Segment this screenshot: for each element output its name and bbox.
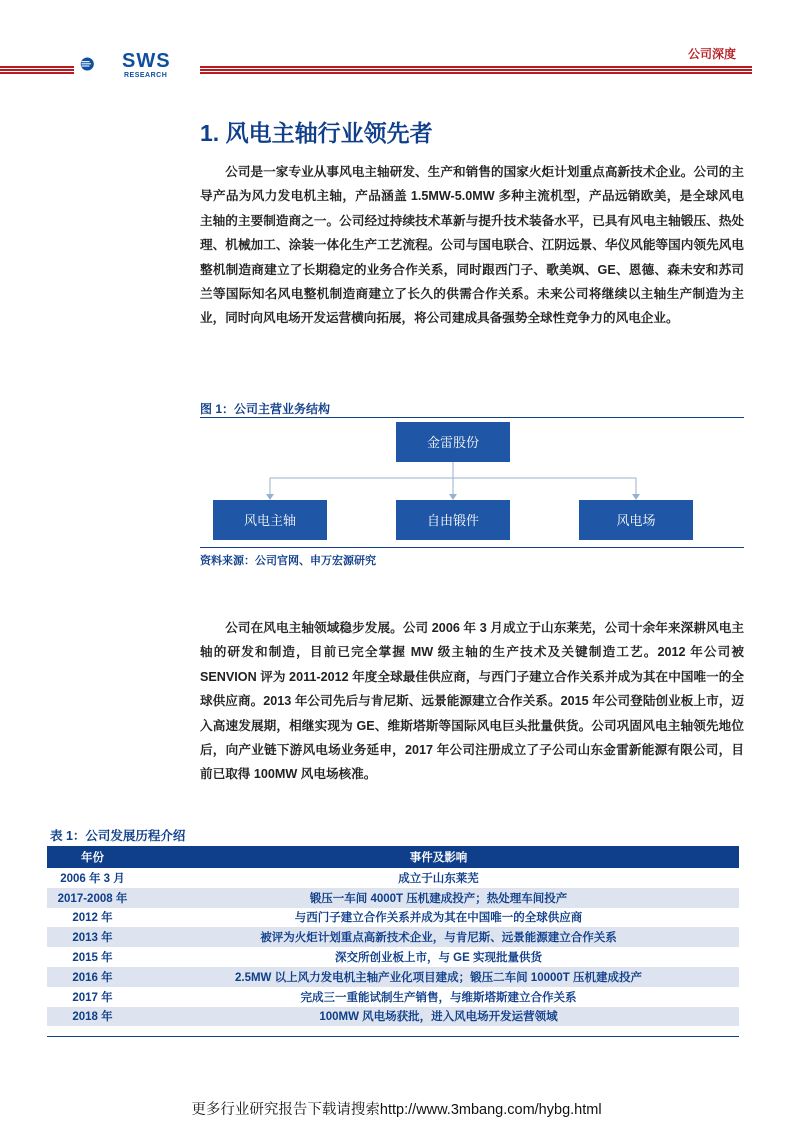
table-cell-year: 2015 年 xyxy=(72,952,113,965)
table-cell-event: 完成三一重能试制生产销售，与维斯塔斯建立合作关系 xyxy=(300,991,577,1004)
table-cell-event: 100MW 风电场获批，进入风电场开发运营领域 xyxy=(138,1007,739,1027)
table-row xyxy=(47,908,739,928)
diagram-child-label-2: 自由锻件 xyxy=(426,513,480,528)
table-header-event: 事件及影响 xyxy=(138,846,739,868)
table-cell-year: 2017-2008 年 xyxy=(47,888,138,908)
history-table xyxy=(47,846,739,1026)
history-paragraph xyxy=(200,616,744,787)
table-title: 表 1：公司发展历程介绍 xyxy=(50,829,186,843)
report-type-tag: 公司深度 xyxy=(688,47,737,61)
table-bottom-rule xyxy=(47,1036,739,1037)
footer-download-notice: 更多行业研究报告下载请搜索http://www.3mbang.com/hybg.html xyxy=(191,1102,602,1118)
table-cell-year: 2016 年 xyxy=(47,967,138,987)
table-cell-year: 2017 年 xyxy=(72,991,113,1004)
section-title: 1. 风电主轴行业领先者 xyxy=(200,120,433,146)
table-cell-event: 成立于山东莱芜 xyxy=(398,872,479,885)
table-cell-event: 2.5MW 以上风力发电机主轴产业化项目建成；锻压二车间 10000T 压机建成投产 xyxy=(138,967,739,987)
logo-subtext: RESEARCH xyxy=(124,72,168,79)
diagram-root-label: 金雷股份 xyxy=(426,435,480,450)
table-cell-event: 与西门子建立合作关系并成为其在中国唯一的全球供应商 xyxy=(294,912,583,925)
sws-logo-icon xyxy=(80,44,120,84)
header-rule-right xyxy=(200,66,752,75)
table-row xyxy=(47,927,739,947)
table-row xyxy=(47,947,739,967)
diagram-child-label-1: 风电主轴 xyxy=(243,513,297,528)
table-cell-event: 深交所创业板上市，与 GE 实现批量供货 xyxy=(334,952,542,965)
table-cell-year: 2018 年 xyxy=(47,1007,138,1027)
intro-paragraph-text: 公司是一家专业从事风电主轴研发、生产和销售的国家火炬计划重点高新技术企业。公司的主导产品为风力发电机主轴，产品涵盖 1.5MW-5.0MW 多种主流机型，产品远销欧美，是全球风电主轴的主要制造商之一。公司经过持续技术革新与提升技术装备水平，已具有风电主轴锻压、热处理、机械加工、涂装一体化生产工艺流程。公司与国电联合、江阴远景、华仪风能等国内领先风电整机制造商建立了长期稳定的业务合作关系，同时跟西门子、歌美飒、GE、恩德、森未安和苏司兰等国际知名风电整机制造商建立了长久的供需合作关系。未来公司将继续以主轴生产制造为主业，同时向风电场开发运营横向拓展，将公司建成具备强势全球性竞争力的风电企业。 xyxy=(200,165,744,326)
intro-paragraph xyxy=(200,160,744,331)
history-paragraph-text: 公司在风电主轴领域稳步发展。公司 2006 年 3 月成立于山东莱芜，公司十余年来深耕风电主轴的研发和制造，目前已完全掌握 MW 级主轴的生产技术及关键制造工艺。2012 年公司被 SENVION 评为 2011-2012 年度全球最佳供应商，与西门子建立合作关系并成为其在中国唯一的全球供应商。2013 年公司先后与肯尼斯、远景能源建立合作关系。2015 年公司登陆创业板上市，迈入高速发展期，相继实现为 GE、维斯塔斯等国际风电巨头批量供货。公司巩固风电主轴领先地位后，向产业链下游风电场业务延申，2017 年公司注册成立了子公司山东金雷新能源有限公司，目前已取得 100MW 风电场核准。 xyxy=(200,621,744,782)
figure-bottom-rule xyxy=(200,547,744,548)
header-rule-left xyxy=(0,66,74,75)
table-cell-year: 2012 年 xyxy=(72,912,113,925)
table-row xyxy=(47,888,739,908)
table-row xyxy=(47,1007,739,1027)
business-structure-diagram xyxy=(200,418,744,546)
figure-title: 图 1：公司主营业务结构 xyxy=(200,402,331,416)
figure-source: 资料来源：公司官网、申万宏源研究 xyxy=(200,555,376,567)
diagram-arrowheads xyxy=(266,494,640,500)
table-cell-event: 被评为火炬计划重点高新技术企业，与肯尼斯、远景能源建立合作关系 xyxy=(138,927,739,947)
table-row xyxy=(47,868,739,888)
table-header-row xyxy=(47,846,739,868)
table-cell-year: 2006 年 3 月 xyxy=(60,872,125,885)
table-cell-event: 锻压一车间 4000T 压机建成投产；热处理车间投产 xyxy=(138,888,739,908)
logo-text: SWS xyxy=(122,50,171,72)
diagram-connectors xyxy=(270,462,636,496)
table-row xyxy=(47,967,739,987)
table-row xyxy=(47,987,739,1007)
table-header-year: 年份 xyxy=(47,846,138,868)
table-cell-year: 2013 年 xyxy=(47,927,138,947)
diagram-child-label-3: 风电场 xyxy=(616,513,656,528)
